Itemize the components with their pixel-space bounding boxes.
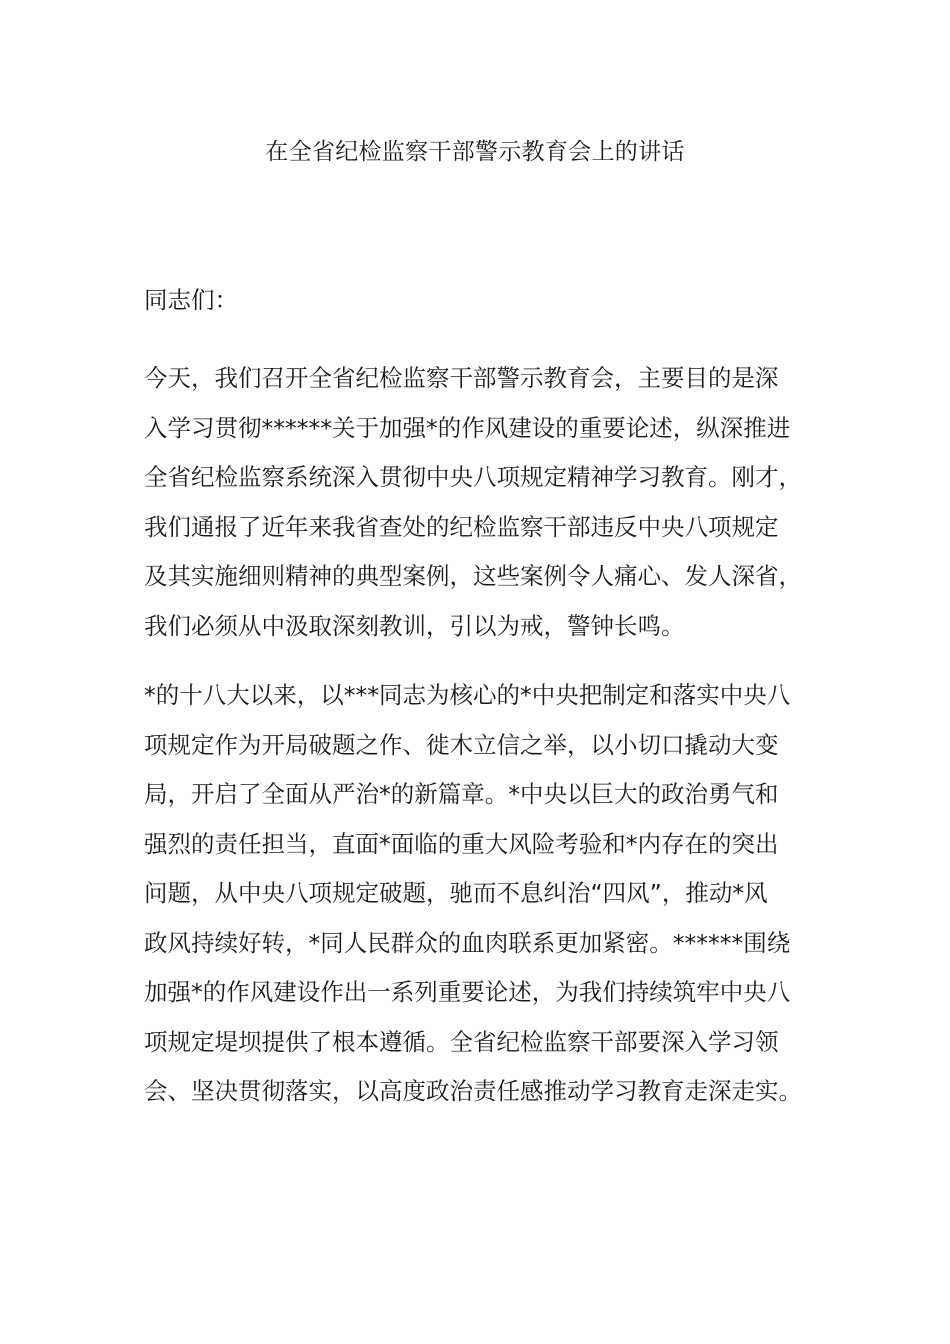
paragraph-line: 及其实施细则精神的典型案例，这些案例令人痛心、发人深省， [144,562,802,590]
paragraph-1 [144,354,806,651]
paragraph-line: 项规定作为开局破题之作、徙木立信之举，以小切口撬动大变 [144,730,779,759]
paragraph-line: 强烈的责任担当，直面*面临的重大风险考验和*内存在的突出 [144,829,779,858]
paragraph-line: 我们必须从中汲取深刻教训，引以为戒，警钟长鸣。 [144,611,685,640]
paragraph-line: 项规定堤坝提供了根本遵循。全省纪检监察干部要深入学习领 [144,1027,779,1056]
paragraph-line: 问题，从中央八项规定破题，驰而不息纠治“四风”，推动*风 [144,879,768,907]
document-title: 在全省纪检监察干部警示教育会上的讲话 [265,139,685,165]
paragraph-line: 入学习贯彻******关于加强*的作风建设的重要论述，纵深推进 [144,413,791,442]
paragraph-line: 全省纪检监察系统深入贯彻中央八项规定精神学习教育。刚才， [144,463,802,491]
salutation: 同志们： [144,286,238,314]
document-body [144,282,806,1137]
paragraph-line: 今天，我们召开全省纪检监察干部警示教育会，主要目的是深 [144,364,779,392]
paragraph-line: 我们通报了近年来我省查处的纪检监察干部违反中央八项规定 [144,512,779,541]
paragraph-2 [144,671,806,1117]
paragraph-line: 会、坚决贯彻落实，以高度政治责任感推动学习教育走深走实。 [144,1077,802,1105]
paragraph-line: 局，开启了全面从严治*的新篇章。*中央以巨大的政治勇气和 [144,780,779,808]
paragraph-line: 加强*的作风建设作出一系列重要论述，为我们持续筑牢中央八 [144,978,791,1006]
paragraph-line: 政风持续好转，*同人民群众的血肉联系更加紧密。******围绕 [144,928,791,957]
paragraph-line: *的十八大以来，以***同志为核心的*中央把制定和落实中央八 [144,681,791,709]
